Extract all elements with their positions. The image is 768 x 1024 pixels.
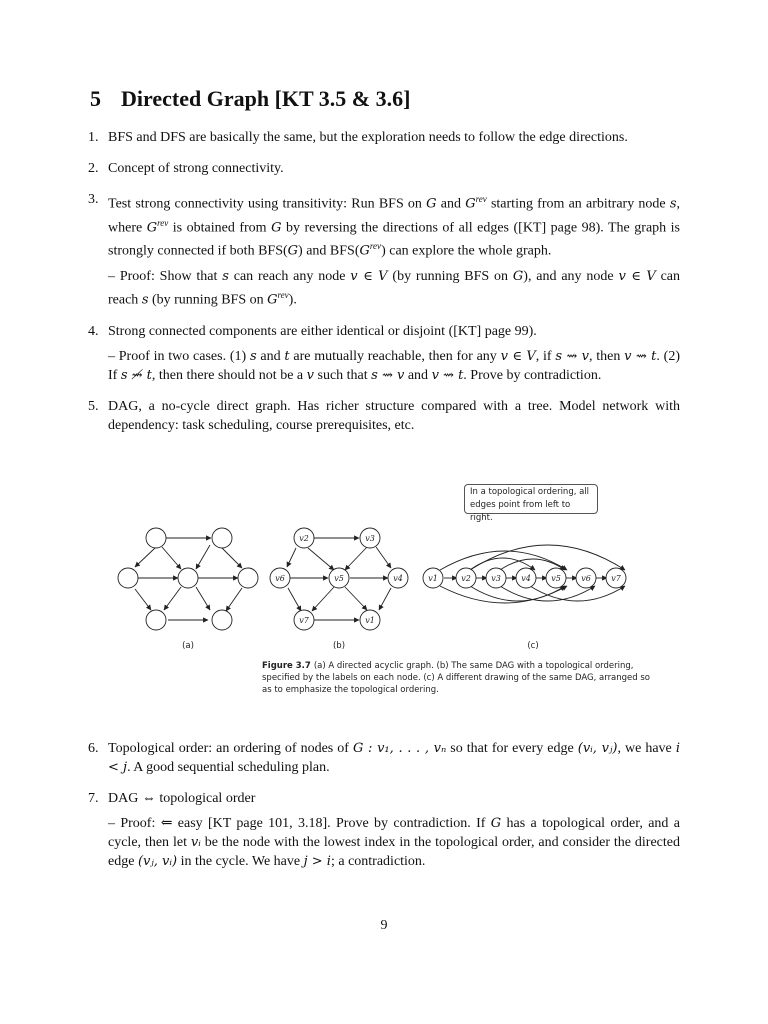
node-label: v5: [334, 574, 344, 583]
list-item-3: [88, 190, 681, 310]
item-subtext: – Proof: ⇐ easy [KT page 101, 3.18]. Prove by contradiction. If G has a topological order, and a cycle, then let vᵢ be the node with the lowest index in the topological order, and consider the directed edge (vⱼ, vᵢ) in the cycle. We have j > i; a contradiction.: [108, 816, 680, 869]
list-item-2: [88, 159, 680, 178]
list-item-4: [88, 322, 681, 385]
figure-callout: In a topological ordering, all edges point from left to right.: [464, 484, 598, 514]
panel-label-c: (c): [527, 641, 539, 651]
node-label: v3: [491, 574, 501, 583]
page-number: 9: [380, 918, 388, 933]
item-marker: 2.: [88, 161, 99, 176]
item-marker: 1.: [88, 130, 99, 145]
item-subtext: – Proof in two cases. (1) s and t are mutually reachable, then for any v ∈ V, if s ⇝ v, then v ⇝ t. (2) If s ⇝̸ t, then there should not be a v such that s ⇝ v and v ⇝ t. Prove by contradiction.: [108, 348, 681, 383]
item-text: Concept of strong connectivity.: [108, 161, 284, 176]
node-label: v2: [299, 534, 309, 543]
node-label: v6: [275, 574, 285, 583]
node-label: v3: [365, 534, 375, 543]
figure-caption: Figure 3.7 (a) A directed acyclic graph. (b) The same DAG with a topological ordering, specified by the labels on each node. (c) A different drawing of the same DAG, arranged so as to emphasize the topological ordering.: [262, 661, 651, 695]
node-label: v7: [299, 616, 309, 625]
panel-a-graph: [118, 528, 258, 630]
item-marker: 6.: [88, 741, 99, 756]
section-title: Directed Graph [KT 3.5 & 3.6]: [121, 86, 411, 111]
panel-b-graph: [270, 528, 408, 630]
item-text: Topological order: an ordering of nodes of G : v₁, . . . , vₙ so that for every edge (vᵢ, vⱼ), we have i < j. A good sequential scheduling plan.: [108, 741, 680, 775]
node-label: v4: [393, 574, 403, 583]
item-marker: 4.: [88, 323, 99, 339]
item-text: DAG ⇔ topological order: [108, 791, 256, 806]
node-label: v1: [428, 574, 438, 583]
item-text: Test strong connectivity using transitivity: Run BFS on G and $G^{rev}$ starting from an arbitrary node s, where $G^{rev}$ is obtained from G by reversing the directions of all edges ([KT] page 98). The graph is strongly connected if both BFS(G) and $BFS(G^{rev})$ can explore the whole graph.: [108, 194, 681, 259]
section-number: 5: [90, 86, 101, 111]
list-bottom: [88, 739, 680, 871]
item-marker: 7.: [88, 791, 99, 806]
node-label: v1: [365, 616, 375, 625]
node-label: v4: [521, 574, 531, 583]
node-label: v6: [581, 574, 591, 583]
item-text: BFS and DFS are basically the same, but the exploration needs to follow the edge directions.: [108, 130, 628, 145]
figure-3-7: [108, 480, 668, 710]
item-marker: 3.: [88, 192, 99, 207]
node-label: v5: [551, 574, 561, 583]
list-item-6: [88, 739, 680, 777]
list-item-1: [88, 128, 680, 147]
item-marker: 5.: [88, 398, 99, 414]
node-label: v7: [611, 574, 621, 583]
panel-c-graph: [423, 545, 626, 603]
node-label: v2: [461, 574, 471, 583]
list-item-7: [88, 789, 680, 871]
section-heading: [90, 86, 410, 112]
panel-label-a: (a): [182, 641, 194, 651]
item-subtext: – Proof: Show that s can reach any node v ∈ V (by running BFS on G), and any node v ∈ V can reach s (by running BFS on $G^{rev}$).: [108, 268, 680, 308]
item-text: Strong connected components are either identical or disjoint ([KT] page 99).: [108, 323, 537, 339]
item-text: DAG, a no-cycle direct graph. Has richer structure compared with a tree. Model network with dependency: task scheduling, course prerequisites, etc.: [108, 398, 680, 433]
list-item-5: [88, 397, 680, 435]
list-top: [88, 128, 681, 435]
panel-label-b: (b): [332, 641, 346, 651]
